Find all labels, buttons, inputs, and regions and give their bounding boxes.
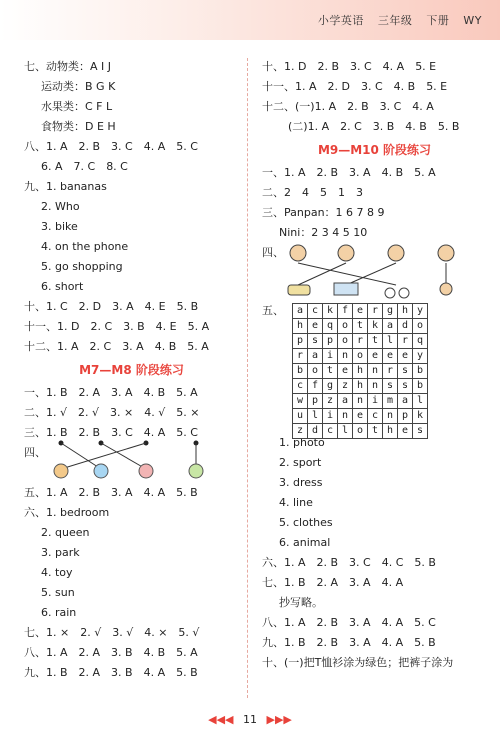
answer-line: 四、 (24, 446, 46, 459)
answer-line: 6. rain (41, 606, 77, 619)
grid-row (293, 394, 428, 409)
grid-cell: e (338, 364, 353, 379)
grid-cell: r (398, 334, 413, 349)
header-edition: WY (463, 14, 482, 27)
answer-line: 十一、1. D 2. C 3. B 4. E 5. A (24, 320, 210, 333)
grid-cell: n (338, 409, 353, 424)
grid-cell: n (368, 364, 383, 379)
grid-cell: u (293, 409, 308, 424)
grid-cell: p (398, 409, 413, 424)
grid-cell: i (323, 409, 338, 424)
grid-cell: k (368, 319, 383, 334)
grid-cell: c (308, 304, 323, 319)
grid-row (293, 319, 428, 334)
header-grade: 三年级 (377, 14, 413, 27)
grid-cell: c (293, 379, 308, 394)
grid-cell: a (338, 394, 353, 409)
column-divider (247, 58, 248, 698)
grid-cell: g (323, 379, 338, 394)
answer-line: 4. toy (41, 566, 73, 579)
answer-line: 一、1. B 2. A 3. A 4. B 5. A (24, 386, 198, 399)
grid-cell: e (398, 424, 413, 439)
answer-line: 四、 (262, 246, 284, 259)
grid-cell: r (383, 364, 398, 379)
grid-cell: h (353, 364, 368, 379)
answer-line: 七、1. × 2. √ 3. √ 4. × 5. √ (24, 626, 200, 639)
grid-cell: p (323, 334, 338, 349)
grid-cell: l (308, 409, 323, 424)
answer-line: 二、2 4 5 1 3 (262, 186, 363, 199)
grid-cell: z (338, 379, 353, 394)
answer-line: 2. Who (41, 200, 80, 213)
answer-line: 九、1. B 2. A 3. B 4. A 5. B (24, 666, 198, 679)
header-term: 下册 (426, 14, 450, 27)
answer-line: 2. queen (41, 526, 90, 539)
grid-cell: e (398, 349, 413, 364)
grid-cell: o (353, 424, 368, 439)
grid-cell: f (338, 304, 353, 319)
grid-cell: p (308, 394, 323, 409)
matching-picture (24, 443, 239, 483)
grid-cell: l (383, 334, 398, 349)
grid-cell: a (383, 319, 398, 334)
grid-cell: a (293, 304, 308, 319)
grid-cell: n (353, 394, 368, 409)
page-number: 11 (243, 713, 257, 726)
grid-cell: s (413, 424, 428, 439)
answer-line: 一、1. A 2. B 3. A 4. B 5. A (262, 166, 436, 179)
page-header (0, 0, 500, 40)
answer-line: 七、1. B 2. A 3. A 4. A (262, 576, 404, 589)
grid-cell: t (353, 319, 368, 334)
grid-cell: s (398, 364, 413, 379)
grid-cell: y (413, 349, 428, 364)
grid-cell: n (338, 349, 353, 364)
answer-line: 5. clothes (279, 516, 333, 529)
prev-arrows-icon: ◀◀◀ (208, 713, 234, 726)
grid-cell: s (308, 334, 323, 349)
grid-row (293, 409, 428, 424)
grid-cell: h (353, 379, 368, 394)
grid-cell: i (323, 349, 338, 364)
answer-line: 五、 (262, 304, 284, 317)
page-footer (0, 713, 500, 726)
grid-cell: r (293, 349, 308, 364)
grid-cell: k (323, 304, 338, 319)
answer-line: 六、1. bedroom (24, 506, 110, 519)
answer-line: 五、1. A 2. B 3. A 4. A 5. B (24, 486, 198, 499)
right-column (262, 57, 487, 673)
matching-lines-figure (286, 243, 476, 301)
grid-cell: n (383, 409, 398, 424)
answer-line: 6. animal (279, 536, 331, 549)
grid-cell: i (368, 394, 383, 409)
grid-cell: c (368, 409, 383, 424)
grid-row (293, 364, 428, 379)
grid-cell: h (383, 424, 398, 439)
answer-line: 5. go shopping (41, 260, 123, 273)
grid-cell: l (413, 394, 428, 409)
answer-line: 6. short (41, 280, 84, 293)
grid-cell: g (383, 304, 398, 319)
answer-line: 4. on the phone (41, 240, 129, 253)
answer-line: 十、1. C 2. D 3. A 4. E 5. B (24, 300, 199, 313)
grid-cell: e (308, 319, 323, 334)
grid-cell: e (383, 349, 398, 364)
left-column (24, 57, 239, 683)
section-title: M9—M10 阶段练习 (317, 143, 432, 157)
answer-line: 九、1. B 2. B 3. A 4. A 5. B (262, 636, 436, 649)
answer-line: 3. park (41, 546, 80, 559)
grid-cell: y (413, 304, 428, 319)
answer-line: 八、1. A 2. B 3. A 4. A 5. C (262, 616, 436, 629)
grid-cell: t (323, 364, 338, 379)
answer-line: 1. photo (279, 436, 325, 449)
header-info (308, 12, 482, 28)
word-search-grid (292, 303, 428, 439)
section-title: M7—M8 阶段练习 (79, 363, 184, 377)
grid-cell: e (353, 304, 368, 319)
answer-line: 三、Panpan：1 6 7 8 9 (262, 206, 385, 219)
grid-cell: t (368, 334, 383, 349)
grid-cell: k (413, 409, 428, 424)
answer-line: 十、(一)把T恤衫涂为绿色；把裤子涂为 (262, 656, 454, 669)
grid-cell: s (383, 379, 398, 394)
answer-line: 十二、(一)1. A 2. B 3. C 4. A (262, 100, 434, 113)
answer-line: 食物类：D E H (41, 120, 116, 133)
grid-cell: o (308, 364, 323, 379)
answer-line: 抄写略。 (279, 596, 323, 609)
answer-line: 5. sun (41, 586, 75, 599)
answer-line: 十、1. D 2. B 3. C 4. A 5. E (262, 60, 437, 73)
grid-cell: c (323, 424, 338, 439)
grid-cell: q (413, 334, 428, 349)
grid-cell: a (308, 349, 323, 364)
grid-cell: r (368, 304, 383, 319)
grid-cell: b (293, 364, 308, 379)
grid-row (293, 304, 428, 319)
grid-cell: s (398, 379, 413, 394)
grid-cell: z (293, 424, 308, 439)
grid-cell: n (368, 379, 383, 394)
answer-line: 3. dress (279, 476, 323, 489)
grid-cell: r (353, 334, 368, 349)
grid-cell: f (308, 379, 323, 394)
grid-cell: h (398, 304, 413, 319)
grid-cell: e (353, 409, 368, 424)
answer-line: 三、1. B 2. B 3. C 4. A 5. C (24, 426, 198, 439)
answer-line: 3. bike (41, 220, 78, 233)
grid-cell: w (293, 394, 308, 409)
grid-cell: t (368, 424, 383, 439)
answer-line: 十二、1. A 2. C 3. A 4. B 5. A (24, 340, 209, 353)
grid-row (293, 379, 428, 394)
answer-line: 6. A 7. C 8. C (41, 160, 128, 173)
next-arrows-icon: ▶▶▶ (266, 713, 292, 726)
answer-line: 八、1. A 2. A 3. B 4. B 5. A (24, 646, 198, 659)
answer-line: (二)1. A 2. C 3. B 4. B 5. B (288, 120, 460, 133)
answer-line: 十一、1. A 2. D 3. C 4. B 5. E (262, 80, 448, 93)
grid-cell: o (338, 319, 353, 334)
header-subject: 小学英语 (317, 14, 364, 27)
grid-row (293, 334, 428, 349)
grid-cell: z (323, 394, 338, 409)
answer-line: 运动类：B G K (41, 80, 116, 93)
grid-cell: l (338, 424, 353, 439)
grid-cell: d (308, 424, 323, 439)
answer-line: 2. sport (279, 456, 322, 469)
answer-line: 九、1. bananas (24, 180, 107, 193)
answer-line: 六、1. A 2. B 3. C 4. C 5. B (262, 556, 436, 569)
grid-cell: o (413, 319, 428, 334)
grid-row (293, 349, 428, 364)
answer-line: Nini：2 3 4 5 10 (279, 226, 368, 239)
answer-line: 水果类：C F L (41, 100, 113, 113)
grid-cell: m (383, 394, 398, 409)
answer-line: 4. line (279, 496, 313, 509)
grid-cell: b (413, 364, 428, 379)
grid-cell: q (323, 319, 338, 334)
grid-cell: b (413, 379, 428, 394)
answer-line: 二、1. √ 2. √ 3. × 4. √ 5. × (24, 406, 200, 419)
word-search-puzzle (262, 301, 487, 436)
grid-cell: a (398, 394, 413, 409)
answer-line: 七、动物类：A I J (24, 60, 112, 73)
grid-cell: d (398, 319, 413, 334)
matching-picture (262, 243, 487, 301)
grid-cell: e (368, 349, 383, 364)
grid-row (293, 424, 428, 439)
grid-cell: h (293, 319, 308, 334)
answer-line: 八、1. A 2. B 3. C 4. A 5. C (24, 140, 198, 153)
grid-cell: o (338, 334, 353, 349)
matching-lines-figure (46, 439, 236, 479)
grid-cell: o (353, 349, 368, 364)
grid-cell: p (293, 334, 308, 349)
